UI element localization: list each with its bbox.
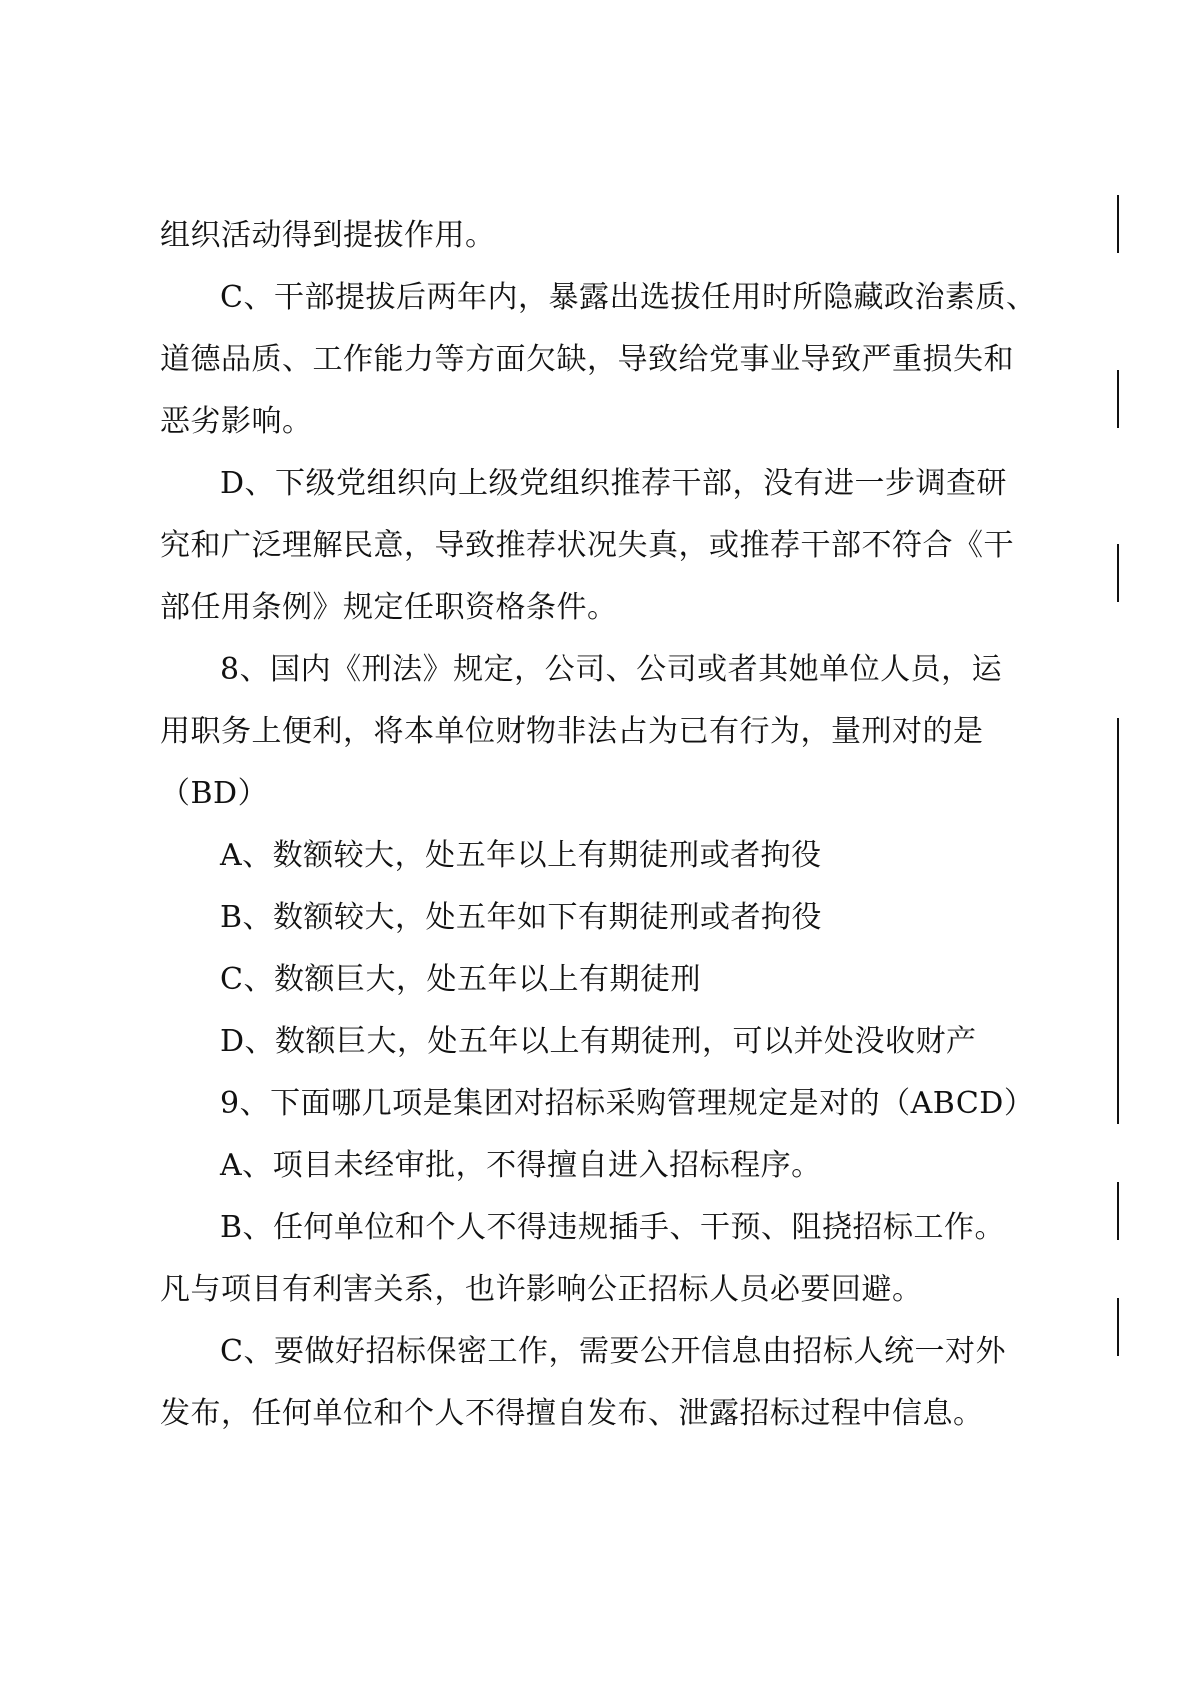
revision-bar (1117, 370, 1119, 428)
revision-bar (1117, 1182, 1119, 1240)
revision-bar (1117, 718, 1119, 1124)
revision-bar (1117, 544, 1119, 602)
text-line: D、下级党组织向上级党组织推荐干部，没有进一步调查研 (220, 466, 1008, 501)
option-line: B、任何单位和个人不得违规插手、干预、阻挠招标工作。 (220, 1210, 1006, 1245)
text-line: 究和广泛理解民意，导致推荐状况失真，或推荐干部不符合《干 (160, 528, 1014, 563)
question-line: 9、下面哪几项是集团对招标采购管理规定是对的（ABCD） (220, 1086, 1035, 1121)
text-line: 8、国内《刑法》规定，公司、公司或者其她单位人员，运 (220, 652, 1003, 687)
text-line: 凡与项目有利害关系，也许影响公正招标人员必要回避。 (160, 1272, 923, 1307)
revision-bar (1117, 1298, 1119, 1356)
text-line: 发布，任何单位和个人不得擅自发布、泄露招标过程中信息。 (160, 1396, 984, 1431)
option-line: C、数额巨大，处五年以上有期徒刑 (220, 962, 701, 997)
revision-bar (1117, 195, 1119, 253)
option-line: C、要做好招标保密工作，需要公开信息由招标人统一对外 (220, 1334, 1006, 1369)
text-line: 部任用条例》规定任职资格条件。 (160, 590, 618, 625)
option-line: B、数额较大，处五年如下有期徒刑或者拘役 (220, 900, 823, 935)
option-line: A、项目未经审批，不得擅自进入招标程序。 (220, 1148, 822, 1183)
text-line: 组织活动得到提拔作用。 (160, 218, 496, 253)
document-body (160, 205, 1050, 1445)
text-line: 恶劣影响。 (160, 404, 313, 439)
text-line: 用职务上便利，将本单位财物非法占为已有行为，量刑对的是 (160, 714, 984, 749)
text-line: C、干部提拔后两年内，暴露出选拔任用时所隐藏政治素质、 (220, 280, 1037, 315)
option-line: D、数额巨大，处五年以上有期徒刑，可以并处没收财产 (220, 1024, 977, 1059)
answer-line: （BD） (160, 776, 269, 811)
text-line: 道德品质、工作能力等方面欠缺，导致给党事业导致严重损失和 (160, 342, 1014, 377)
option-line: A、数额较大，处五年以上有期徒刑或者拘役 (220, 838, 822, 873)
